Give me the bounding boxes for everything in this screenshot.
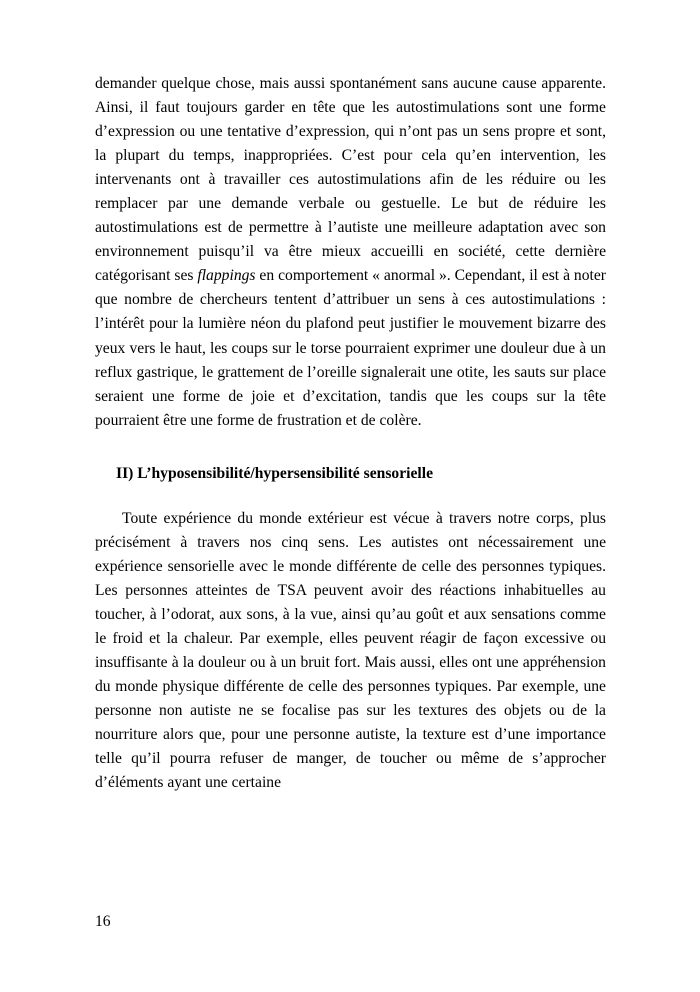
paragraph-experience-sensorielle: Toute expérience du monde extérieur est vécue à travers notre corps, plus précisément à travers nos cinq sens. Les autistes ont nécessairement une expérience sensorielle avec le monde différente de celle des personnes typiques. Les personnes atteintes de TSA peuvent avoir des réactions inhabituelles au toucher, à l’odorat, aux sons, à la vue, ainsi qu’au goût et aux sensations comme le froid et la chaleur. Par exemple, elles peuvent réagir de façon excessive ou insuffisante à la douleur ou à un bruit fort. Mais aussi, elles ont une appréhension du monde physique différente de celle des personnes typiques. Par exemple, une personne non autiste ne se focalise pas sur les textures des objets ou de la nourriture alors que, pour une personne autiste, la texture est d’une importance telle qu’il pourra refuser de manger, de toucher ou même de s’approcher d’éléments ayant une certaine [95, 509, 606, 792]
spacer-after-heading [95, 486, 606, 507]
page-number: 16 [95, 913, 111, 930]
paragraph-autostimulations [95, 72, 606, 433]
paragraph-text-part-b: en comportement « anormal ». Cependant, il est à noter que nombre de chercheurs tentent d’attribuer un sens à ces autostimulations : l’intérêt pour la lumière néon du plafond peut justifier le mouvement bizarre des yeux vers le haut, les coups sur le torse pourraient exprimer une douleur due à un reflux gastrique, le grattement de l’oreille signalerait une otite, les sauts sur place seraient une forme de joie et d’excitation, tandis que les coups sur la tête pourraient être une forme de frustration et de colère. [95, 267, 607, 429]
section-heading-hyposensibilite-hypersensibilite: II) L’hyposensibilité/hypersensibilité sensorielle [116, 464, 434, 482]
italic-term-flappings: flappings [197, 267, 256, 285]
paragraph-text-part-a: demander quelque chose, mais aussi spontanément sans aucune cause apparente. Ainsi, il faut toujours garder en tête que les autostimulations sont une forme d’expression ou une tentative d’expression, qui n’ont pas un sens propre et sont, la plupart du temps, inappropriées. C’est pour cela qu’en intervention, les intervenants ont à travailler ces autostimulations afin de les réduire ou les remplacer par une demande verbale ou gestuelle. Le but de réduire les autostimulations est de permettre à l’autiste une meilleure adaptation avec son environnement puisqu’il va être mieux accueilli en société, cette dernière catégorisant ses [95, 75, 606, 285]
text-column [95, 72, 606, 795]
spacer-before-heading [95, 433, 606, 462]
